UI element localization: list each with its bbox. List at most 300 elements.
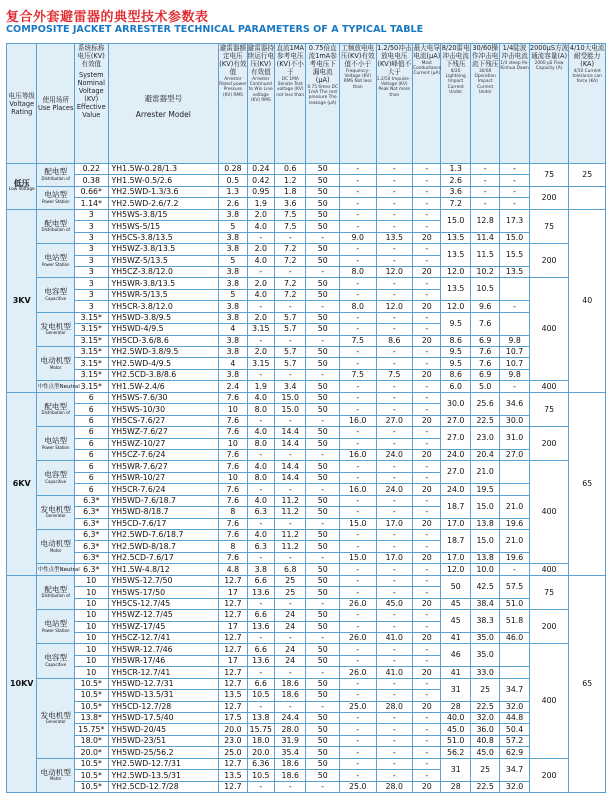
value-cell: 28.0 bbox=[376, 701, 413, 712]
value-cell: 18.6 bbox=[275, 770, 306, 781]
value-cell: 17.0 bbox=[376, 518, 413, 529]
system-voltage-cell: 6.3* bbox=[75, 518, 109, 529]
table-row bbox=[7, 724, 606, 735]
value-cell: 6.6 bbox=[247, 644, 274, 655]
value-cell: 1.3 bbox=[219, 186, 247, 197]
system-voltage-cell: 3 bbox=[75, 209, 109, 220]
value-cell: 26.0 bbox=[339, 598, 376, 609]
value-cell: 12.0 bbox=[376, 301, 413, 312]
value-cell: - bbox=[413, 324, 441, 335]
value-cell: - bbox=[275, 369, 306, 380]
value-cell: 36.0 bbox=[470, 724, 499, 735]
model-cell: YH5WZ-10/27 bbox=[108, 438, 219, 449]
value-cell: 50 bbox=[306, 678, 340, 689]
value-cell: 8.0 bbox=[247, 472, 274, 483]
value-cell: - bbox=[339, 358, 376, 369]
value-cell: - bbox=[376, 621, 413, 632]
value-cell: 4.0 bbox=[247, 495, 274, 506]
value-cell: - bbox=[413, 221, 441, 232]
value-cell: 20 bbox=[413, 667, 441, 678]
flow-capacity: 200 bbox=[529, 427, 569, 461]
cell: 11.5 bbox=[470, 244, 499, 267]
model-cell: YH2.5WD-12.7/31 bbox=[108, 758, 219, 769]
value-cell: - bbox=[339, 541, 376, 552]
value-cell: - bbox=[376, 392, 413, 403]
value-cell: 7.2 bbox=[275, 278, 306, 289]
use-place-distribution: 配电型 Distribution of bbox=[37, 392, 75, 426]
value-cell: 6.9 bbox=[470, 335, 499, 346]
model-cell: YH5CD-12.7/28 bbox=[108, 701, 219, 712]
use-place-capacitive: 电容型 Capacitive bbox=[37, 278, 75, 312]
value-cell: 24 bbox=[275, 644, 306, 655]
value-cell: - bbox=[275, 301, 306, 312]
cell: 42.5 bbox=[470, 575, 499, 598]
value-cell: 24.0 bbox=[376, 449, 413, 460]
table-row bbox=[7, 713, 606, 724]
value-cell: 2.0 bbox=[247, 209, 274, 220]
model-cell: YH2.5WD-8/18.7 bbox=[108, 541, 219, 552]
value-cell: - bbox=[376, 358, 413, 369]
value-cell: 17.5 bbox=[219, 713, 247, 724]
table-row bbox=[7, 232, 606, 243]
value-cell: 9.5 bbox=[441, 347, 470, 358]
value-cell: - bbox=[339, 404, 376, 415]
model-cell: YH1.5W-0.5/2.6 bbox=[108, 175, 219, 186]
cell: 17.3 bbox=[500, 209, 529, 232]
value-cell: - bbox=[339, 690, 376, 701]
value-cell: 9.8 bbox=[500, 335, 529, 346]
value-cell: - bbox=[413, 289, 441, 300]
value-cell: 5.7 bbox=[275, 324, 306, 335]
value-cell: 17.0 bbox=[441, 552, 470, 563]
system-voltage-cell: 10.5* bbox=[75, 758, 109, 769]
value-cell: 7.2 bbox=[275, 289, 306, 300]
system-voltage-cell: 15.75* bbox=[75, 724, 109, 735]
value-cell: 27.0 bbox=[376, 415, 413, 426]
table-row bbox=[7, 518, 606, 529]
value-cell: 19.5 bbox=[470, 484, 499, 495]
value-cell: - bbox=[376, 735, 413, 746]
high-current: 25 bbox=[569, 164, 606, 187]
value-cell: - bbox=[275, 335, 306, 346]
system-voltage-cell: 6.3* bbox=[75, 552, 109, 563]
value-cell: - bbox=[339, 198, 376, 209]
value-cell: 13.8 bbox=[470, 552, 499, 563]
value-cell: 25.0 bbox=[219, 747, 247, 758]
header-continuous-voltage: 避雷器持续运行电压(KV)有效值 Arrester Continued to Win Line voltage (KV) RMS bbox=[247, 44, 274, 164]
value-cell: 51.0 bbox=[500, 598, 529, 609]
value-cell: - bbox=[470, 175, 499, 186]
value-cell: - bbox=[413, 644, 441, 655]
value-cell: - bbox=[339, 747, 376, 758]
high-current: 65 bbox=[569, 392, 606, 575]
cell bbox=[500, 644, 529, 667]
value-cell: 1.9 bbox=[247, 198, 274, 209]
value-cell: - bbox=[376, 461, 413, 472]
value-cell: 8.6 bbox=[441, 369, 470, 380]
value-cell: - bbox=[413, 198, 441, 209]
value-cell: - bbox=[376, 472, 413, 483]
value-cell: 22.5 bbox=[470, 701, 499, 712]
value-cell: 2.0 bbox=[247, 244, 274, 255]
flow-capacity: 400 bbox=[529, 278, 569, 381]
value-cell: 41.0 bbox=[376, 632, 413, 643]
table-row bbox=[7, 781, 606, 792]
header-operation-impulse-current: 30/60操作冲击电流下残压 30/60 Operation Impact Current Under bbox=[470, 44, 499, 164]
table-row bbox=[7, 347, 606, 358]
system-voltage-cell: 10 bbox=[75, 621, 109, 632]
value-cell: 11.2 bbox=[275, 507, 306, 518]
value-cell: 50.4 bbox=[500, 724, 529, 735]
value-cell: 20 bbox=[413, 449, 441, 460]
value-cell: - bbox=[275, 667, 306, 678]
value-cell: - bbox=[470, 186, 499, 197]
table-row bbox=[7, 449, 606, 460]
value-cell: - bbox=[376, 587, 413, 598]
value-cell: 2.0 bbox=[247, 312, 274, 323]
value-cell: 30.0 bbox=[500, 415, 529, 426]
value-cell: 10.5 bbox=[247, 770, 274, 781]
value-cell: 3.8 bbox=[247, 564, 274, 575]
value-cell: 50 bbox=[306, 472, 340, 483]
value-cell: 1.2 bbox=[275, 175, 306, 186]
system-voltage-cell: 3.15* bbox=[75, 369, 109, 380]
cell: 12.8 bbox=[470, 209, 499, 232]
value-cell: 8.6 bbox=[376, 335, 413, 346]
value-cell: - bbox=[247, 232, 274, 243]
value-cell: - bbox=[339, 164, 376, 175]
system-voltage-cell: 6 bbox=[75, 415, 109, 426]
value-cell: 12.7 bbox=[219, 667, 247, 678]
value-cell: 12.0 bbox=[441, 564, 470, 575]
value-cell: - bbox=[376, 198, 413, 209]
value-cell: 19.6 bbox=[500, 518, 529, 529]
value-cell: 28.0 bbox=[275, 724, 306, 735]
value-cell: 15.0 bbox=[339, 518, 376, 529]
value-cell: - bbox=[413, 278, 441, 289]
value-cell: - bbox=[339, 381, 376, 392]
cell: 45 bbox=[441, 610, 470, 633]
value-cell: 11.2 bbox=[275, 541, 306, 552]
value-cell: 4 bbox=[219, 358, 247, 369]
value-cell: 24 bbox=[275, 621, 306, 632]
value-cell: 3.8 bbox=[219, 347, 247, 358]
value-cell: - bbox=[376, 713, 413, 724]
system-voltage-cell: 10.5* bbox=[75, 781, 109, 792]
value-cell: - bbox=[247, 781, 274, 792]
value-cell: - bbox=[339, 255, 376, 266]
value-cell: - bbox=[339, 495, 376, 506]
value-cell: - bbox=[413, 381, 441, 392]
value-cell: 4.0 bbox=[247, 255, 274, 266]
model-cell: YH5WD-8/18.7 bbox=[108, 507, 219, 518]
value-cell: - bbox=[275, 632, 306, 643]
value-cell: 20 bbox=[413, 335, 441, 346]
cell: 15.0 bbox=[470, 495, 499, 518]
system-voltage-cell: 6.3* bbox=[75, 530, 109, 541]
header-rated-voltage: 避雷器额定电压(KV)有效值 Arrester Rated power Pressure (KV) RMS bbox=[219, 44, 247, 164]
value-cell: 13.8 bbox=[247, 713, 274, 724]
value-cell: 6.3 bbox=[247, 541, 274, 552]
value-cell: - bbox=[339, 735, 376, 746]
value-cell: - bbox=[339, 507, 376, 518]
cell: 31 bbox=[441, 758, 470, 781]
system-voltage-cell: 6 bbox=[75, 392, 109, 403]
value-cell: 50 bbox=[306, 644, 340, 655]
value-cell: 14.4 bbox=[275, 472, 306, 483]
value-cell: 15.75 bbox=[247, 724, 274, 735]
value-cell: - bbox=[413, 690, 441, 701]
value-cell: 32.0 bbox=[500, 701, 529, 712]
model-cell: YH5CR-3.8/12.0 bbox=[108, 301, 219, 312]
value-cell: 3.6 bbox=[441, 186, 470, 197]
value-cell: - bbox=[413, 495, 441, 506]
value-cell: - bbox=[413, 724, 441, 735]
system-voltage-cell: 10 bbox=[75, 655, 109, 666]
system-voltage-cell: 6.3* bbox=[75, 495, 109, 506]
value-cell: - bbox=[413, 610, 441, 621]
value-cell: 8.0 bbox=[247, 438, 274, 449]
value-cell: 2.0 bbox=[247, 347, 274, 358]
value-cell: 41.0 bbox=[376, 667, 413, 678]
value-cell: - bbox=[376, 690, 413, 701]
use-place-motor: 电动机型 Motor bbox=[37, 347, 75, 381]
cell: 25.6 bbox=[470, 392, 499, 415]
model-cell: YH5WR-10/27 bbox=[108, 472, 219, 483]
table-row bbox=[7, 575, 606, 586]
value-cell: 0.5 bbox=[219, 175, 247, 186]
value-cell: 24.0 bbox=[441, 484, 470, 495]
value-cell: 7.6 bbox=[219, 484, 247, 495]
value-cell: 10.5 bbox=[247, 690, 274, 701]
system-voltage-cell: 10 bbox=[75, 587, 109, 598]
value-cell: 20 bbox=[413, 552, 441, 563]
value-cell: 25.0 bbox=[339, 701, 376, 712]
system-voltage-cell: 10.5* bbox=[75, 690, 109, 701]
value-cell: - bbox=[413, 427, 441, 438]
value-cell: 4 bbox=[219, 324, 247, 335]
cell: 34.6 bbox=[500, 392, 529, 415]
value-cell: - bbox=[376, 209, 413, 220]
value-cell: 41 bbox=[441, 632, 470, 643]
value-cell: 50 bbox=[306, 735, 340, 746]
value-cell: - bbox=[339, 678, 376, 689]
system-voltage-cell: 10 bbox=[75, 575, 109, 586]
value-cell: 5 bbox=[219, 255, 247, 266]
model-cell: YH5WD-23/51 bbox=[108, 735, 219, 746]
value-cell: - bbox=[413, 255, 441, 266]
value-cell: 6.6 bbox=[247, 610, 274, 621]
value-cell: 4.0 bbox=[247, 392, 274, 403]
value-cell: - bbox=[306, 232, 340, 243]
value-cell: 7.6 bbox=[219, 449, 247, 460]
use-place-distribution: 配电型 Distribution of bbox=[37, 164, 75, 187]
value-cell: - bbox=[413, 655, 441, 666]
value-cell: - bbox=[306, 781, 340, 792]
value-cell: 45.0 bbox=[376, 598, 413, 609]
value-cell bbox=[500, 667, 529, 678]
header-voltage-rating: 电压等级 Voltage Rating bbox=[7, 44, 37, 164]
table-row bbox=[7, 209, 606, 220]
value-cell: 5.7 bbox=[275, 358, 306, 369]
table-row bbox=[7, 747, 606, 758]
flow-capacity: 400 bbox=[529, 644, 569, 758]
system-voltage-cell: 20.0* bbox=[75, 747, 109, 758]
value-cell: 0.6 bbox=[275, 164, 306, 175]
value-cell: 28.0 bbox=[376, 781, 413, 792]
flow-capacity: 200 bbox=[529, 186, 569, 209]
cell: 25 bbox=[470, 678, 499, 701]
value-cell: 50 bbox=[306, 530, 340, 541]
value-cell: 3.8 bbox=[219, 335, 247, 346]
value-cell: - bbox=[306, 369, 340, 380]
value-cell: 8 bbox=[219, 541, 247, 552]
value-cell: 50 bbox=[306, 495, 340, 506]
cell: 46 bbox=[441, 644, 470, 667]
value-cell: 17 bbox=[219, 621, 247, 632]
value-cell: - bbox=[500, 564, 529, 575]
value-cell: 4.0 bbox=[247, 530, 274, 541]
value-cell: 50 bbox=[306, 610, 340, 621]
value-cell: 7.6 bbox=[219, 415, 247, 426]
value-cell: 5 bbox=[219, 289, 247, 300]
model-cell: YH5WD-12.7/31 bbox=[108, 678, 219, 689]
model-cell: YH5WR-3.8/13.5 bbox=[108, 278, 219, 289]
value-cell: - bbox=[339, 758, 376, 769]
value-cell: - bbox=[376, 507, 413, 518]
value-cell: - bbox=[247, 301, 274, 312]
value-cell: 10 bbox=[219, 472, 247, 483]
value-cell: 3.8 bbox=[219, 369, 247, 380]
value-cell: 24.0 bbox=[441, 449, 470, 460]
system-voltage-cell: 10.5* bbox=[75, 770, 109, 781]
value-cell: 11.4 bbox=[470, 232, 499, 243]
value-cell: - bbox=[247, 598, 274, 609]
header-arrester-model: 避雷器型号 Arrester Model bbox=[108, 44, 219, 164]
voltage-rating-low: 低压 Low Voltage bbox=[7, 164, 37, 210]
flow-capacity: 400 bbox=[529, 461, 569, 564]
value-cell: - bbox=[376, 186, 413, 197]
model-cell: YH5WD-7.6/18.7 bbox=[108, 495, 219, 506]
value-cell: 12.0 bbox=[441, 266, 470, 277]
value-cell: - bbox=[275, 266, 306, 277]
system-voltage-cell: 3 bbox=[75, 289, 109, 300]
value-cell: - bbox=[413, 461, 441, 472]
value-cell: - bbox=[306, 552, 340, 563]
high-current bbox=[569, 186, 606, 209]
value-cell: - bbox=[339, 621, 376, 632]
value-cell: 15.0 bbox=[339, 552, 376, 563]
value-cell: 50 bbox=[306, 244, 340, 255]
value-cell: 3.8 bbox=[219, 301, 247, 312]
cell: 35.0 bbox=[470, 644, 499, 667]
value-cell: - bbox=[376, 758, 413, 769]
value-cell: - bbox=[413, 175, 441, 186]
value-cell: 24.4 bbox=[275, 713, 306, 724]
value-cell: - bbox=[413, 347, 441, 358]
table-row bbox=[7, 461, 606, 472]
system-voltage-cell: 10.5* bbox=[75, 701, 109, 712]
value-cell: 35.4 bbox=[275, 747, 306, 758]
value-cell: - bbox=[413, 770, 441, 781]
value-cell: 6.6 bbox=[247, 678, 274, 689]
value-cell: 27.0 bbox=[441, 415, 470, 426]
value-cell: - bbox=[376, 575, 413, 586]
system-voltage-cell: 10 bbox=[75, 632, 109, 643]
value-cell: - bbox=[376, 747, 413, 758]
value-cell: - bbox=[413, 164, 441, 175]
value-cell: 16.0 bbox=[339, 484, 376, 495]
value-cell: 28 bbox=[441, 701, 470, 712]
value-cell: 0.24 bbox=[247, 164, 274, 175]
value-cell: 20.0 bbox=[247, 747, 274, 758]
value-cell: - bbox=[470, 198, 499, 209]
system-voltage-cell: 6 bbox=[75, 461, 109, 472]
value-cell: - bbox=[247, 552, 274, 563]
cell: 13.5 bbox=[441, 278, 470, 301]
value-cell: 1.9 bbox=[247, 381, 274, 392]
value-cell: 0.95 bbox=[247, 186, 274, 197]
value-cell: 13.5 bbox=[219, 690, 247, 701]
value-cell: 50 bbox=[306, 427, 340, 438]
value-cell: 23.0 bbox=[219, 735, 247, 746]
value-cell: 13.5 bbox=[500, 266, 529, 277]
model-cell: YH2.5WD-1.3/3.6 bbox=[108, 186, 219, 197]
header-max-conductance-current: 最大电导电流(μA) Most Conductance Current (μA) bbox=[413, 44, 441, 164]
model-cell: YH5CS-7.6/27 bbox=[108, 415, 219, 426]
value-cell: 5.7 bbox=[275, 312, 306, 323]
value-cell: - bbox=[413, 587, 441, 598]
value-cell: - bbox=[500, 186, 529, 197]
value-cell: 50 bbox=[306, 175, 340, 186]
value-cell: 3.8 bbox=[219, 232, 247, 243]
table-row bbox=[7, 632, 606, 643]
value-cell: - bbox=[306, 449, 340, 460]
high-current: 65 bbox=[569, 575, 606, 792]
model-cell: YH5WZ-3.8/13.5 bbox=[108, 244, 219, 255]
table-row bbox=[7, 667, 606, 678]
value-cell: 8 bbox=[219, 507, 247, 518]
value-cell: - bbox=[247, 701, 274, 712]
value-cell: 50 bbox=[306, 575, 340, 586]
value-cell: 8.6 bbox=[441, 335, 470, 346]
table-row bbox=[7, 381, 606, 392]
value-cell: 8.0 bbox=[339, 266, 376, 277]
value-cell: 3.8 bbox=[219, 312, 247, 323]
table-row bbox=[7, 392, 606, 403]
page-title: 复合外套避雷器的典型技术参数表 bbox=[6, 10, 209, 25]
system-voltage-cell: 0.22 bbox=[75, 164, 109, 175]
cell: 9.5 bbox=[441, 312, 470, 335]
cell: 21.0 bbox=[500, 530, 529, 553]
value-cell: 50 bbox=[306, 221, 340, 232]
value-cell: 12.7 bbox=[219, 781, 247, 792]
page-subtitle: COMPOSITE JACKET ARRESTER TECHNICAL PARAMETERS OF A TYPICAL TABLE bbox=[6, 24, 424, 35]
value-cell: 35.0 bbox=[470, 632, 499, 643]
model-cell: YH1.5W-2.4/6 bbox=[108, 381, 219, 392]
voltage-rating-6kv: 6KV bbox=[7, 392, 37, 575]
value-cell: 11.2 bbox=[275, 495, 306, 506]
model-cell: YH5WZ-7.6/27 bbox=[108, 427, 219, 438]
value-cell: 20 bbox=[413, 369, 441, 380]
value-cell: - bbox=[339, 575, 376, 586]
use-place-generator: 发电机型 Generator bbox=[37, 312, 75, 346]
use-place-generator: 发电机型 Generator bbox=[37, 495, 75, 529]
value-cell: 50 bbox=[306, 381, 340, 392]
system-voltage-cell: 13.8* bbox=[75, 713, 109, 724]
value-cell: 14.4 bbox=[275, 438, 306, 449]
value-cell: - bbox=[339, 209, 376, 220]
